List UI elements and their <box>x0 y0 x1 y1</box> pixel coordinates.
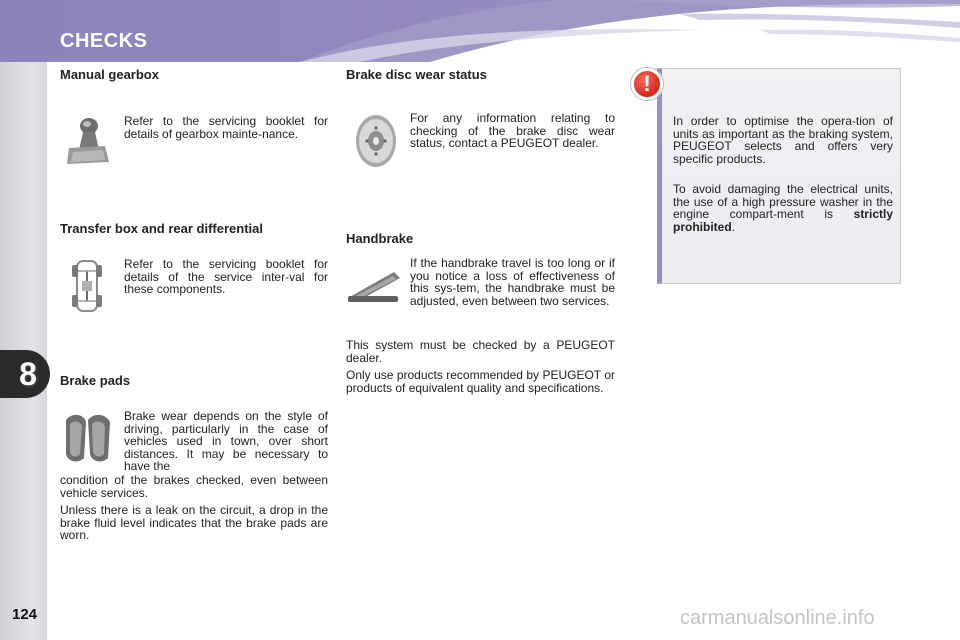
chapter-number: 8 <box>19 356 37 392</box>
brake-pads-text-indented: Brake wear depends on the style of driving, particularly in the case of vehicles used in town, over short distances. It may be necessary to have the <box>124 409 328 474</box>
transfer-box-text: Refer to the servicing booklet for details of the service inter-val for these components. <box>124 257 328 297</box>
brake-pads-heading: Brake pads <box>60 373 131 388</box>
gear-stick-icon <box>63 114 111 166</box>
brake-pads-icon <box>62 410 114 466</box>
warning-box <box>657 68 901 284</box>
watermark-text: carmanualsonline.info <box>680 607 875 629</box>
handbrake-text-2: This system must be checked by a PEUGEOT dealer. <box>346 338 615 365</box>
left-sidebar <box>0 0 47 640</box>
warning-text-2-bold: strictly prohibited <box>673 207 893 234</box>
brake-disc-heading: Brake disc wear status <box>346 67 487 82</box>
brake-pads-text-2: Unless there is a leak on the circuit, a drop in the brake fluid level indicates that the brake pads are worn. <box>60 503 328 543</box>
page-number: 124 <box>12 606 38 623</box>
manual-gearbox-heading: Manual gearbox <box>60 67 159 82</box>
warning-text-2-prefix: To avoid damaging the electrical units, the use of a high pressure washer in the engine compart-ment is <box>673 182 893 222</box>
brake-pads-text-continued: condition of the brakes checked, even between vehicle services. <box>60 473 328 500</box>
vehicle-chassis-icon <box>70 257 104 315</box>
transfer-box-heading: Transfer box and rear differential <box>60 221 264 236</box>
warning-text-2 <box>673 183 893 233</box>
warning-exclamation-icon: ! <box>631 68 663 100</box>
warning-text-1: In order to optimise the opera-tion of units as important as the braking system, PEUGEOT selects and offers very specific products. <box>673 114 893 166</box>
handbrake-heading: Handbrake <box>346 231 414 246</box>
handbrake-lever-icon <box>346 268 402 306</box>
handbrake-text-3: Only use products recommended by PEUGEOT or products of equivalent quality and specifications. <box>346 368 615 395</box>
brake-disc-icon <box>350 112 400 170</box>
manual-gearbox-text: Refer to the servicing booklet for details of gearbox mainte-nance. <box>124 114 328 141</box>
handbrake-text: If the handbrake travel is too long or if you notice a loss of effectiveness of this sys-tem, the handbrake must be adjusted, even between two services. <box>410 256 615 308</box>
brake-disc-text: For any information relating to checking of the brake disc wear status, contact a PEUGEOT dealer. <box>410 111 615 151</box>
warning-text-2-suffix: . <box>731 219 736 234</box>
page-title: CHECKS <box>60 30 148 52</box>
